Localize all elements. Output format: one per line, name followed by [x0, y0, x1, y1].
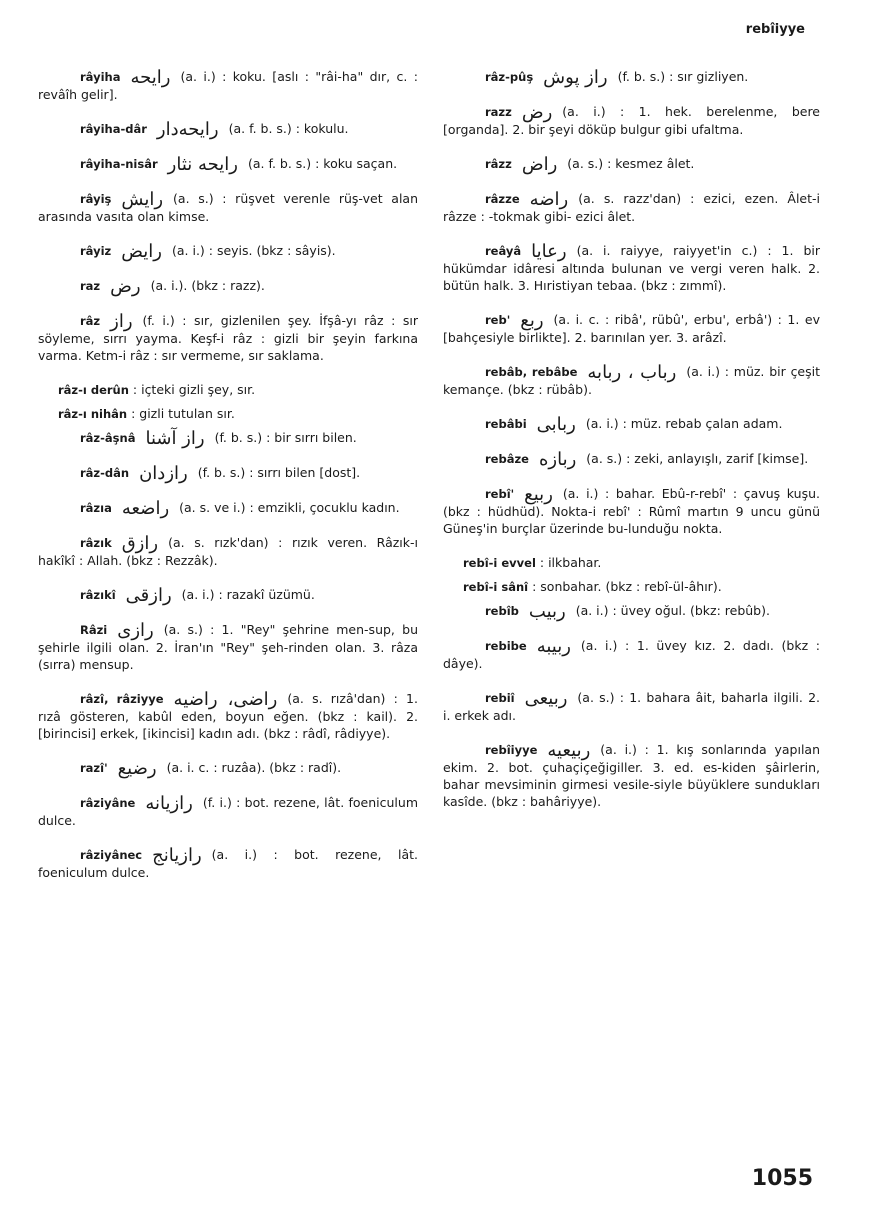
entry-arabic-script: رازيانج — [152, 845, 202, 866]
entry-arabic-script: رعايا — [531, 241, 567, 262]
entry-headword: rebî' — [485, 487, 515, 501]
entry-definition: (a. i. raiyye, raiyyet'in c.) : 1. bir hükümdar idâresi altında bulunan ve vergi veren halk. 2. bütün halk. 3. Hıristiyan tebaa. (bkz : zımmî). — [443, 243, 820, 293]
dictionary-entry — [443, 363, 820, 398]
entry-definition: (f. i.) : sır, gizlenilen şey. İfşâ-yı râz : sır söyleme, sırrı yayma. Keşf-i râz : gizli bir şeyin farkına varma. Ketm-i râz : sır vermeme, sır saklama. — [38, 313, 418, 363]
entry-definition: : ilkbahar. — [539, 555, 602, 570]
dictionary-entry — [38, 534, 418, 569]
entry-arabic-script: ربيب — [528, 601, 566, 622]
dictionary-entry — [38, 312, 418, 364]
entry-arabic-script: ربع — [520, 310, 544, 331]
entry-arabic-script: ربازه — [538, 449, 577, 470]
entry-definition: (f. b. s.) : bir sırrı bilen. — [214, 430, 357, 445]
entry-definition: (a. s. ve i.) : emzikli, çocuklu kadın. — [179, 500, 400, 515]
running-head: rebîiyye — [745, 22, 805, 37]
entry-headword: râyiz — [80, 244, 112, 258]
dictionary-entry — [443, 450, 820, 468]
entry-headword: râyiha-nisâr — [80, 157, 158, 171]
entry-arabic-script: راز — [110, 311, 133, 332]
entry-arabic-script: راز آشنا — [145, 428, 205, 449]
dictionary-entry — [443, 68, 820, 86]
dictionary-entry — [443, 155, 820, 173]
entry-definition: (a. s.) : 1. "Rey" şehrine men-sup, bu şehirle ilgili olan. 2. İran'ın "Rey" şeh-rinden olan. 3. râza (sırra) mensup. — [38, 622, 418, 672]
dictionary-entry — [38, 155, 418, 173]
dictionary-entry — [443, 485, 820, 537]
entry-headword: râzze — [485, 192, 520, 206]
dictionary-entry — [443, 103, 820, 138]
entry-headword: rebâb, rebâbe — [485, 365, 578, 379]
entry-arabic-script: رايش — [121, 189, 164, 210]
entry-arabic-script: ربابى — [536, 414, 576, 435]
entry-definition: (a. s. rızk'dan) : rızık veren. Râzık-ı hakîkî : Allah. (bkz : Rezzâk). — [38, 535, 418, 568]
entry-headword: razî' — [80, 761, 108, 775]
entry-definition: (a. i.) : 1. üvey kız. 2. dadı. (bkz : dâye). — [443, 638, 820, 671]
dictionary-entry — [443, 190, 820, 225]
entry-headword: rebîb — [485, 604, 519, 618]
entry-arabic-script: رازيانه — [145, 793, 193, 814]
entry-headword: râyiha-dâr — [80, 122, 147, 136]
entry-headword: rebîiyye — [485, 743, 538, 757]
entry-arabic-script: راز پوش — [543, 67, 608, 88]
entry-definition: (a. s. rızâ'dan) : 1. rızâ gösteren, kabûl eden, boyun eğen. (bkz : kail). 2. [birincisi] erkek, [ikincisi] kadın adı. (bkz : râdî, râdiyye). — [38, 691, 418, 741]
entry-arabic-script: رضيع — [117, 758, 157, 779]
entry-definition: (a. i.). (bkz : razz). — [150, 278, 265, 293]
entry-definition: (a. s.) : zeki, anlayışlı, zarif [kimse]. — [586, 451, 809, 466]
entry-headword: râz-pûş — [485, 70, 534, 84]
entry-arabic-script: رازدان — [139, 463, 188, 484]
dictionary-entry — [38, 846, 418, 881]
entry-headword: rebiî — [485, 691, 515, 705]
dictionary-entry — [38, 120, 418, 138]
entry-definition: (a. i.) : bahar. Ebû-r-rebî' : çavuş kuşu. (bkz : hüdhüd). Nokta-i rebî' : Rûmî martın 9 uncu günü Güneş'in burçlar üzerinde bu-lunduğu nokta. — [443, 486, 820, 536]
dictionary-entry — [38, 464, 418, 482]
entry-headword: rebî-i evvel — [463, 556, 536, 570]
entry-headword: rebâze — [485, 452, 529, 466]
dictionary-entry — [443, 637, 820, 672]
entry-headword: rebâbi — [485, 417, 527, 431]
dictionary-entry — [38, 586, 418, 604]
entry-headword: râz-ı derûn — [58, 383, 129, 397]
entry-arabic-script: رازق — [121, 533, 159, 554]
entry-headword: rebî-i sânî — [463, 580, 529, 594]
entry-headword: râzz — [485, 157, 512, 171]
entry-definition: (a. i.) : müz. rebab çalan adam. — [585, 416, 783, 431]
entry-arabic-script: رازى — [117, 620, 154, 641]
entry-definition: (a. i.) : üvey oğul. (bkz: rebûb). — [575, 603, 770, 618]
dictionary-entry — [443, 415, 820, 433]
entry-arabic-script: رازقى — [125, 585, 172, 606]
dictionary-entry — [443, 311, 820, 346]
entry-arabic-script: رض — [110, 276, 141, 297]
entry-headword: razz — [485, 105, 512, 119]
dictionary-entry — [38, 429, 418, 447]
entry-headword: râziyânec — [80, 848, 143, 862]
entry-definition: (f. i.) : bot. rezene, lât. foeniculum dulce. — [38, 795, 418, 828]
entry-arabic-script: رايحه نثار — [167, 154, 238, 175]
entry-definition: : sonbahar. (bkz : rebî-ül-âhır). — [532, 579, 722, 594]
entry-arabic-script: ربيعى — [524, 688, 568, 709]
entry-definition: (a. i. c. : ruzâa). (bkz : radî). — [166, 760, 342, 775]
dictionary-entry — [38, 381, 418, 399]
entry-headword: râzî, râziyye — [80, 692, 164, 706]
dictionary-entry — [443, 554, 820, 572]
entry-definition: : içteki gizli şey, sır. — [132, 382, 256, 397]
dictionary-entry — [443, 578, 820, 596]
entry-arabic-script: راضى، راضيه — [173, 689, 278, 710]
entry-headword: râyiha — [80, 70, 121, 84]
entry-definition: (f. b. s.) : sır gizliyen. — [617, 69, 749, 84]
dictionary-entry — [38, 794, 418, 829]
entry-headword: râyiş — [80, 192, 112, 206]
entry-definition: : gizli tutulan sır. — [131, 406, 235, 421]
dictionary-entry — [38, 242, 418, 260]
entry-arabic-script: راضه — [529, 189, 569, 210]
entry-definition: (a. i.) : 1. hek. berelenme, bere [organda]. 2. bir şeyi döküp bulgur gibi ufaltma. — [443, 104, 820, 137]
dictionary-entry — [38, 499, 418, 517]
entry-definition: (a. s.) : kesmez âlet. — [567, 156, 695, 171]
entry-arabic-script: ربيعيه — [547, 740, 591, 761]
entry-definition: (a. s.) : 1. bahara âit, baharla ilgili. 2. i. erkek adı. — [443, 690, 820, 723]
entry-arabic-script: رباب ، ربابه — [587, 362, 677, 383]
entry-definition: (a. i.) : seyis. (bkz : sâyis). — [171, 243, 336, 258]
entry-headword: reâyâ — [485, 244, 522, 258]
entry-definition: (a. f. b. s.) : koku saçan. — [247, 156, 398, 171]
entry-headword: râzık — [80, 536, 112, 550]
entry-definition: (a. i.) : koku. [aslı : "râi-ha" dır, c. : revâîh gelir]. — [38, 69, 418, 102]
dictionary-entry — [38, 68, 418, 103]
entry-arabic-script: ربيبه — [536, 636, 571, 657]
entry-arabic-script: رض — [521, 102, 553, 123]
left-column — [38, 68, 418, 898]
entry-headword: Râzi — [80, 623, 108, 637]
entry-headword: râzıa — [80, 501, 112, 515]
entry-headword: raz — [80, 279, 101, 293]
entry-headword: râziyâne — [80, 796, 136, 810]
dictionary-entry — [38, 190, 418, 225]
page-number: 1055 — [751, 1166, 813, 1191]
dictionary-entry — [443, 602, 820, 620]
entry-arabic-script: راض — [521, 154, 558, 175]
dictionary-entry — [38, 759, 418, 777]
dictionary-entry — [38, 405, 418, 423]
right-column — [443, 68, 820, 827]
entry-arabic-script: راضعه — [121, 498, 170, 519]
dictionary-entry — [38, 277, 418, 295]
entry-headword: râzıkî — [80, 588, 116, 602]
entry-definition: (a. i.) : bot. rezene, lât. foeniculum dulce. — [38, 847, 418, 880]
entry-headword: râz — [80, 314, 101, 328]
entry-headword: râz-ı nihân — [58, 407, 128, 421]
entry-arabic-script: رايحه‌دار — [156, 119, 219, 140]
entry-headword: rebibe — [485, 639, 527, 653]
dictionary-entry — [443, 242, 820, 294]
entry-definition: (a. i.) : müz. bir çeşit kemançe. (bkz : rübâb). — [443, 364, 821, 397]
entry-definition: (a. s. razz'dan) : ezici, ezen. Âlet-i râzze : -tokmak gibi- ezici âlet. — [443, 191, 820, 224]
entry-arabic-script: رايض — [121, 241, 162, 262]
dictionary-entry — [443, 689, 820, 724]
entry-definition: (a. i.) : razakî üzümü. — [181, 587, 315, 602]
entry-headword: reb' — [485, 313, 511, 327]
entry-arabic-script: ربيع — [524, 484, 553, 505]
dictionary-entry — [443, 741, 820, 810]
entry-definition: (a. s.) : rüşvet verenle rüş-vet alan arasında vasıta olan kimse. — [38, 191, 418, 224]
entry-definition: (a. i. c. : ribâ', rübû', erbu', erbâ') : 1. ev [bahçesiyle birlikte]. 2. barınılan yer. 3. arâzî. — [443, 312, 820, 345]
entry-definition: (a. i.) : 1. kış sonlarında yapılan ekim. 2. bot. çuhaçiçeğigiller. 3. ed. es-kiden şâirlerin, bahar mevsiminin girmesi vesile-siyle büyüklere sundukları kasîde. (bkz : bahâriyye). — [443, 742, 820, 809]
entry-headword: râz-dân — [80, 466, 130, 480]
entry-headword: râz-âşnâ — [80, 431, 136, 445]
dictionary-entry — [38, 690, 418, 742]
entry-definition: (a. f. b. s.) : kokulu. — [228, 121, 349, 136]
dictionary-entry — [38, 621, 418, 673]
entry-definition: (f. b. s.) : sırrı bilen [dost]. — [197, 465, 361, 480]
entry-arabic-script: رايحه — [130, 67, 171, 88]
